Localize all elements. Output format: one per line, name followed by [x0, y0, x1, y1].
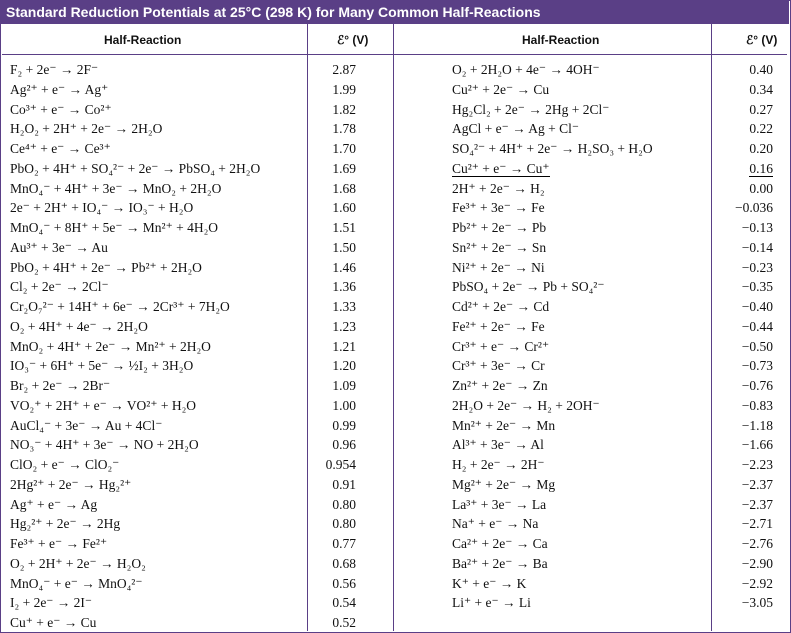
half-reaction-cell: 2H₂O + 2e⁻ → H₂ + 2OH⁻	[452, 397, 600, 413]
half-reaction-cell: Cr₂O₇²⁻ + 14H⁺ + 6e⁻ → 2Cr³⁺ + 7H₂O	[10, 299, 230, 314]
half-reaction-cell: 2Hg²⁺ + 2e⁻ → Hg₂²⁺	[10, 476, 132, 492]
potential-value-cell: −2.76	[741, 536, 773, 551]
potential-value-cell: −2.37	[741, 496, 773, 512]
half-reaction-cell: Au³⁺ + 3e⁻ → Au	[10, 239, 108, 255]
potential-value-cell: 0.99	[332, 417, 356, 433]
half-reaction-cell: Mg²⁺ + 2e⁻ → Mg	[452, 476, 556, 492]
half-reaction-cell: I₂ + 2e⁻ → 2I⁻	[10, 595, 93, 611]
half-reaction-cell: Pb²⁺ + 2e⁻ → Pb	[452, 220, 547, 235]
half-reaction-cell: Br₂ + 2e⁻ → 2Br⁻	[10, 378, 111, 393]
half-reaction-cell: Hg₂Cl₂ + 2e⁻ → 2Hg + 2Cl⁻	[452, 101, 610, 117]
potential-value-cell: −0.13	[741, 220, 773, 235]
potential-value-cell: 0.56	[332, 575, 356, 591]
half-reaction-cell: Co³⁺ + e⁻ → Co²⁺	[10, 101, 112, 117]
half-reaction-cell: F₂ + 2e⁻ → 2F⁻	[10, 62, 99, 77]
half-reaction-cell: Fe³⁺ + 3e⁻ → Fe	[452, 200, 545, 216]
half-reaction-cell: Zn²⁺ + 2e⁻ → Zn	[452, 378, 548, 393]
potential-value-cell: 0.22	[749, 121, 773, 137]
right-header-half-reaction: Half-Reaction	[522, 33, 600, 47]
right-header-potential: ℰ° (V)	[746, 33, 778, 47]
potential-value-cell: 1.68	[332, 180, 356, 196]
half-reaction-cell: 2e⁻ + 2H⁺ + IO₄⁻ → IO₃⁻ + H₂O	[10, 200, 194, 216]
half-reaction-cell: O₂ + 2H₂O + 4e⁻ → 4OH⁻	[452, 62, 600, 77]
half-reaction-cell: Li⁺ + e⁻ → Li	[452, 595, 531, 611]
potentials-table	[0, 24, 789, 631]
header-divider	[2, 54, 787, 55]
half-reaction-cell: Cr³⁺ + 3e⁻ → Cr	[452, 358, 545, 374]
half-reaction-cell: O₂ + 4H⁺ + 4e⁻ → 2H₂O	[10, 318, 148, 334]
half-reaction-cell: PbSO₄ + 2e⁻ → Pb + SO₄²⁻	[452, 279, 605, 295]
potential-value-cell: 1.69	[332, 160, 356, 176]
half-reaction-cell: Fe²⁺ + 2e⁻ → Fe	[452, 318, 545, 334]
potential-value-cell: −0.73	[741, 358, 773, 374]
half-reaction-cell: MnO₂ + 4H⁺ + 2e⁻ → Mn²⁺ + 2H₂O	[10, 338, 211, 354]
potential-value-cell: 0.54	[332, 595, 356, 611]
half-reaction-cell: Cd²⁺ + 2e⁻ → Cd	[452, 299, 550, 314]
potential-value-cell: 1.99	[332, 81, 356, 97]
potential-value-cell: 1.33	[332, 299, 356, 314]
half-reaction-cell: K⁺ + e⁻ → K	[452, 575, 527, 591]
left-header-half-reaction: Half-Reaction	[104, 33, 182, 47]
potential-value-cell: −2.37	[741, 476, 773, 492]
half-reaction-cell: Na⁺ + e⁻ → Na	[452, 516, 539, 532]
half-reaction-cell: PbO₂ + 4H⁺ + 2e⁻ → Pb²⁺ + 2H₂O	[10, 259, 202, 275]
potential-value-cell: 0.96	[332, 437, 356, 453]
half-reaction-cell: La³⁺ + 3e⁻ → La	[452, 496, 547, 512]
column-divider-right	[711, 24, 712, 631]
potential-value-cell: 1.82	[332, 101, 356, 117]
potential-value-cell: 0.27	[749, 101, 773, 117]
potential-value-cell: 0.77	[332, 536, 356, 551]
potential-value-cell: −2.23	[741, 457, 773, 472]
half-reaction-cell: Cu²⁺ + 2e⁻ → Cu	[452, 81, 550, 97]
half-reaction-cell: Ba²⁺ + 2e⁻ → Ba	[452, 555, 548, 571]
potential-value-cell: 1.50	[332, 239, 356, 255]
half-reaction-cell: Al³⁺ + 3e⁻ → Al	[452, 437, 544, 453]
potential-value-cell: 0.52	[332, 615, 356, 630]
half-reaction-cell: MnO₄⁻ + 4H⁺ + 3e⁻ → MnO₂ + 2H₂O	[10, 180, 222, 196]
potential-value-cell: −0.35	[741, 279, 773, 295]
half-reaction-cell: Ag⁺ + e⁻ → Ag	[10, 496, 98, 512]
potential-value-cell: 1.23	[332, 318, 356, 334]
potential-value-cell: −1.18	[741, 417, 773, 433]
potential-value-cell: 1.00	[332, 397, 356, 413]
half-reaction-cell: Ag²⁺ + e⁻ → Ag⁺	[10, 81, 109, 97]
half-reaction-cell: SO₄²⁻ + 4H⁺ + 2e⁻ → H₂SO₃ + H₂O	[452, 141, 653, 156]
potential-value-cell: −2.71	[741, 516, 773, 532]
potential-value-cell: 1.09	[332, 378, 356, 393]
potential-value-cell: −3.05	[741, 595, 773, 611]
half-reaction-cell: MnO₄⁻ + e⁻ → MnO₄²⁻	[10, 575, 143, 591]
half-reaction-cell: AgCl + e⁻ → Ag + Cl⁻	[452, 121, 579, 137]
half-reaction-cell: MnO₄⁻ + 8H⁺ + 5e⁻ → Mn²⁺ + 4H₂O	[10, 220, 219, 235]
half-reaction-cell: Cu²⁺ + e⁻ → Cu⁺	[452, 160, 550, 176]
potential-value-cell: 1.60	[332, 200, 356, 216]
potential-value-cell: −1.66	[741, 437, 773, 453]
left-header-potential: ℰ° (V)	[337, 33, 369, 47]
potential-value-cell: −0.50	[741, 338, 773, 354]
half-reaction-cell: IO₃⁻ + 6H⁺ + 5e⁻ → ½I₂ + 3H₂O	[10, 358, 194, 374]
potential-value-cell: −0.036	[735, 200, 773, 216]
half-reaction-cell: Ce⁴⁺ + e⁻ → Ce³⁺	[10, 141, 111, 156]
half-reaction-cell: H₂O₂ + 2H⁺ + 2e⁻ → 2H₂O	[10, 121, 163, 137]
half-reaction-cell: H₂ + 2e⁻ → 2H⁻	[452, 457, 545, 472]
half-reaction-cell: PbO₂ + 4H⁺ + SO₄²⁻ + 2e⁻ → PbSO₄ + 2H₂O	[10, 160, 261, 176]
half-reaction-cell: ClO₂ + e⁻ → ClO₂⁻	[10, 457, 120, 472]
potential-value-cell: 1.46	[332, 259, 356, 275]
potential-value-cell: 0.34	[749, 81, 773, 97]
half-reaction-cell: Cu⁺ + e⁻ → Cu	[10, 615, 97, 630]
potential-value-cell: 0.20	[749, 141, 773, 156]
potential-value-cell: 1.20	[332, 358, 356, 374]
potential-value-cell: 1.51	[332, 220, 356, 235]
potential-value-cell: −0.40	[741, 299, 773, 314]
potential-value-cell: 0.00	[749, 180, 773, 196]
column-divider-center	[393, 24, 394, 631]
half-reaction-cell: AuCl₄⁻ + 3e⁻ → Au + 4Cl⁻	[10, 417, 163, 433]
half-reaction-cell: Ni²⁺ + 2e⁻ → Ni	[452, 259, 545, 275]
potential-value-cell: −2.90	[741, 555, 773, 571]
half-reaction-cell: NO₃⁻ + 4H⁺ + 3e⁻ → NO + 2H₂O	[10, 437, 199, 453]
potential-value-cell: 1.70	[332, 141, 356, 156]
potential-value-cell: 1.21	[332, 338, 356, 354]
potential-value-cell: 0.68	[332, 555, 356, 571]
potential-value-cell: 0.80	[332, 496, 356, 512]
half-reaction-cell: VO₂⁺ + 2H⁺ + e⁻ → VO²⁺ + H₂O	[10, 397, 197, 413]
half-reaction-cell: Ca²⁺ + 2e⁻ → Ca	[452, 536, 548, 551]
potential-value-cell: −0.23	[741, 259, 773, 275]
half-reaction-cell: Hg₂²⁺ + 2e⁻ → 2Hg	[10, 516, 121, 532]
potential-value-cell: −0.14	[741, 239, 773, 255]
potential-value-cell: 1.78	[332, 121, 356, 137]
half-reaction-cell: 2H⁺ + 2e⁻ → H₂	[452, 180, 545, 196]
half-reaction-cell: Mn²⁺ + 2e⁻ → Mn	[452, 417, 556, 433]
potential-value-cell: −0.83	[741, 397, 773, 413]
potential-value-cell: −0.76	[741, 378, 773, 393]
half-reaction-cell: Fe³⁺ + e⁻ → Fe²⁺	[10, 536, 108, 551]
potential-value-cell: 0.16	[749, 160, 773, 176]
potential-value-cell: 1.36	[332, 279, 356, 295]
half-reaction-cell: Cl₂ + 2e⁻ → 2Cl⁻	[10, 279, 109, 295]
half-reaction-cell: Sn²⁺ + 2e⁻ → Sn	[452, 239, 547, 255]
potential-value-cell: −2.92	[741, 575, 773, 591]
column-divider-left	[307, 24, 308, 631]
potential-value-cell: 0.80	[332, 516, 356, 532]
half-reaction-cell: Cr³⁺ + e⁻ → Cr²⁺	[452, 338, 550, 354]
table-title: Standard Reduction Potentials at 25°C (298 K) for Many Common Half-Reactions	[0, 0, 789, 24]
potential-value-cell: 0.91	[332, 476, 356, 492]
potential-value-cell: 2.87	[332, 62, 356, 77]
potential-value-cell: −0.44	[741, 318, 773, 334]
half-reaction-cell: O₂ + 2H⁺ + 2e⁻ → H₂O₂	[10, 555, 146, 571]
potential-value-cell: 0.954	[325, 457, 356, 472]
potential-value-cell: 0.40	[749, 62, 773, 77]
